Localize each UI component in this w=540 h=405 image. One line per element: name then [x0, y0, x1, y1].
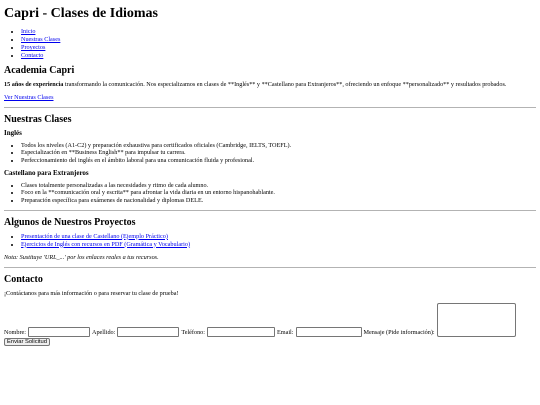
divider	[4, 107, 536, 108]
list-item	[21, 241, 536, 249]
intro-link-row	[4, 94, 536, 102]
list-item: • Preparación específica para exámenes de nacionalidad y diplomas DELE.	[21, 197, 536, 205]
view-classes-link[interactable]: Ver Nuestras Clases	[4, 94, 54, 102]
contact-form	[4, 303, 536, 346]
site-title: Capri - Clases de Idiomas	[4, 6, 159, 21]
nombre-input[interactable]	[28, 327, 90, 337]
english-list	[4, 142, 536, 165]
classes-heading: Nuestras Clases	[4, 113, 72, 125]
nav-link-proyectos[interactable]: Proyectos	[21, 43, 46, 51]
telefono-input[interactable]	[207, 327, 275, 337]
email-label: Email:	[277, 329, 294, 337]
intro-heading: Academia Capri	[4, 65, 75, 77]
spanish-list	[4, 182, 536, 205]
mensaje-textarea[interactable]	[437, 303, 516, 337]
intro-lead-bold: 15 años de experiencia	[4, 81, 64, 89]
apellido-input[interactable]	[117, 327, 179, 337]
nav-item-contacto	[21, 52, 536, 60]
list-item: • Foco en la **comunicación oral y escrita** para afrontar la vida diaria en un entorno hispanohablante.	[21, 189, 536, 197]
nav-link-clases[interactable]: Nuestras Clases	[21, 36, 61, 44]
apellido-label: Apellido:	[92, 329, 116, 337]
telefono-label: Teléfono:	[181, 329, 205, 337]
english-heading: Inglés	[4, 128, 22, 137]
email-input[interactable]	[296, 327, 362, 337]
main-nav	[4, 28, 536, 59]
projects-heading: Algunos de Nuestros Proyectos	[4, 216, 136, 228]
nav-item-proyectos	[21, 44, 536, 52]
list-item: • Todos los niveles (A1-C2) y preparación exhaustiva para certificados oficiales (Cambridge, IELTS, TOEFL).	[21, 142, 536, 150]
contact-form-row	[4, 303, 536, 337]
projects-list	[4, 233, 536, 249]
nav-item-inicio	[21, 28, 536, 36]
contact-section	[4, 274, 536, 346]
list-item: • Perfeccionamiento del inglés en el ámbito laboral para una comunicación fluida y profesional.	[21, 157, 536, 165]
list-item: • Clases totalmente personalizadas a las necesidades y ritmo de cada alumno.	[21, 182, 536, 190]
intro-lead-text: transformando la comunicación. Nos especializamos en clases de **Inglés** y **Castellano para Extranjeros**, ofreciendo un enfoque **personalizado** y resultados probados.	[63, 81, 507, 89]
nombre-label: Nombre:	[4, 329, 26, 337]
project-link-castellano[interactable]: Presentación de una clase de Castellano (Ejemplo Práctico)	[21, 232, 168, 240]
submit-button[interactable]: Enviar Solicitud	[4, 338, 50, 346]
divider	[4, 267, 536, 268]
nav-link-contacto[interactable]: Contacto	[21, 51, 44, 59]
intro-section	[4, 65, 536, 102]
list-item	[21, 233, 536, 241]
contact-text: ¡Contáctanos para más información o para reservar tu clase de prueba!	[4, 290, 179, 298]
classes-section	[4, 114, 536, 205]
nav-item-clases	[21, 36, 536, 44]
projects-section	[4, 217, 536, 262]
nav-link-inicio[interactable]: Inicio	[21, 28, 36, 36]
mensaje-label: Mensaje (Pide información):	[363, 329, 435, 337]
spanish-heading: Castellano para Extranjeros	[4, 168, 89, 177]
list-item: • Especialización en **Business English** para impulsar tu carrera.	[21, 149, 536, 157]
projects-note: Nota: Sustituye 'URL_...' por los enlaces reales a tus recursos.	[4, 254, 159, 262]
divider	[4, 210, 536, 211]
intro-paragraph	[4, 81, 536, 89]
contact-heading: Contacto	[4, 274, 43, 286]
project-link-ingles[interactable]: Ejercicios de Inglés con recursos en PDF (Gramática y Vocabulario)	[21, 240, 191, 248]
